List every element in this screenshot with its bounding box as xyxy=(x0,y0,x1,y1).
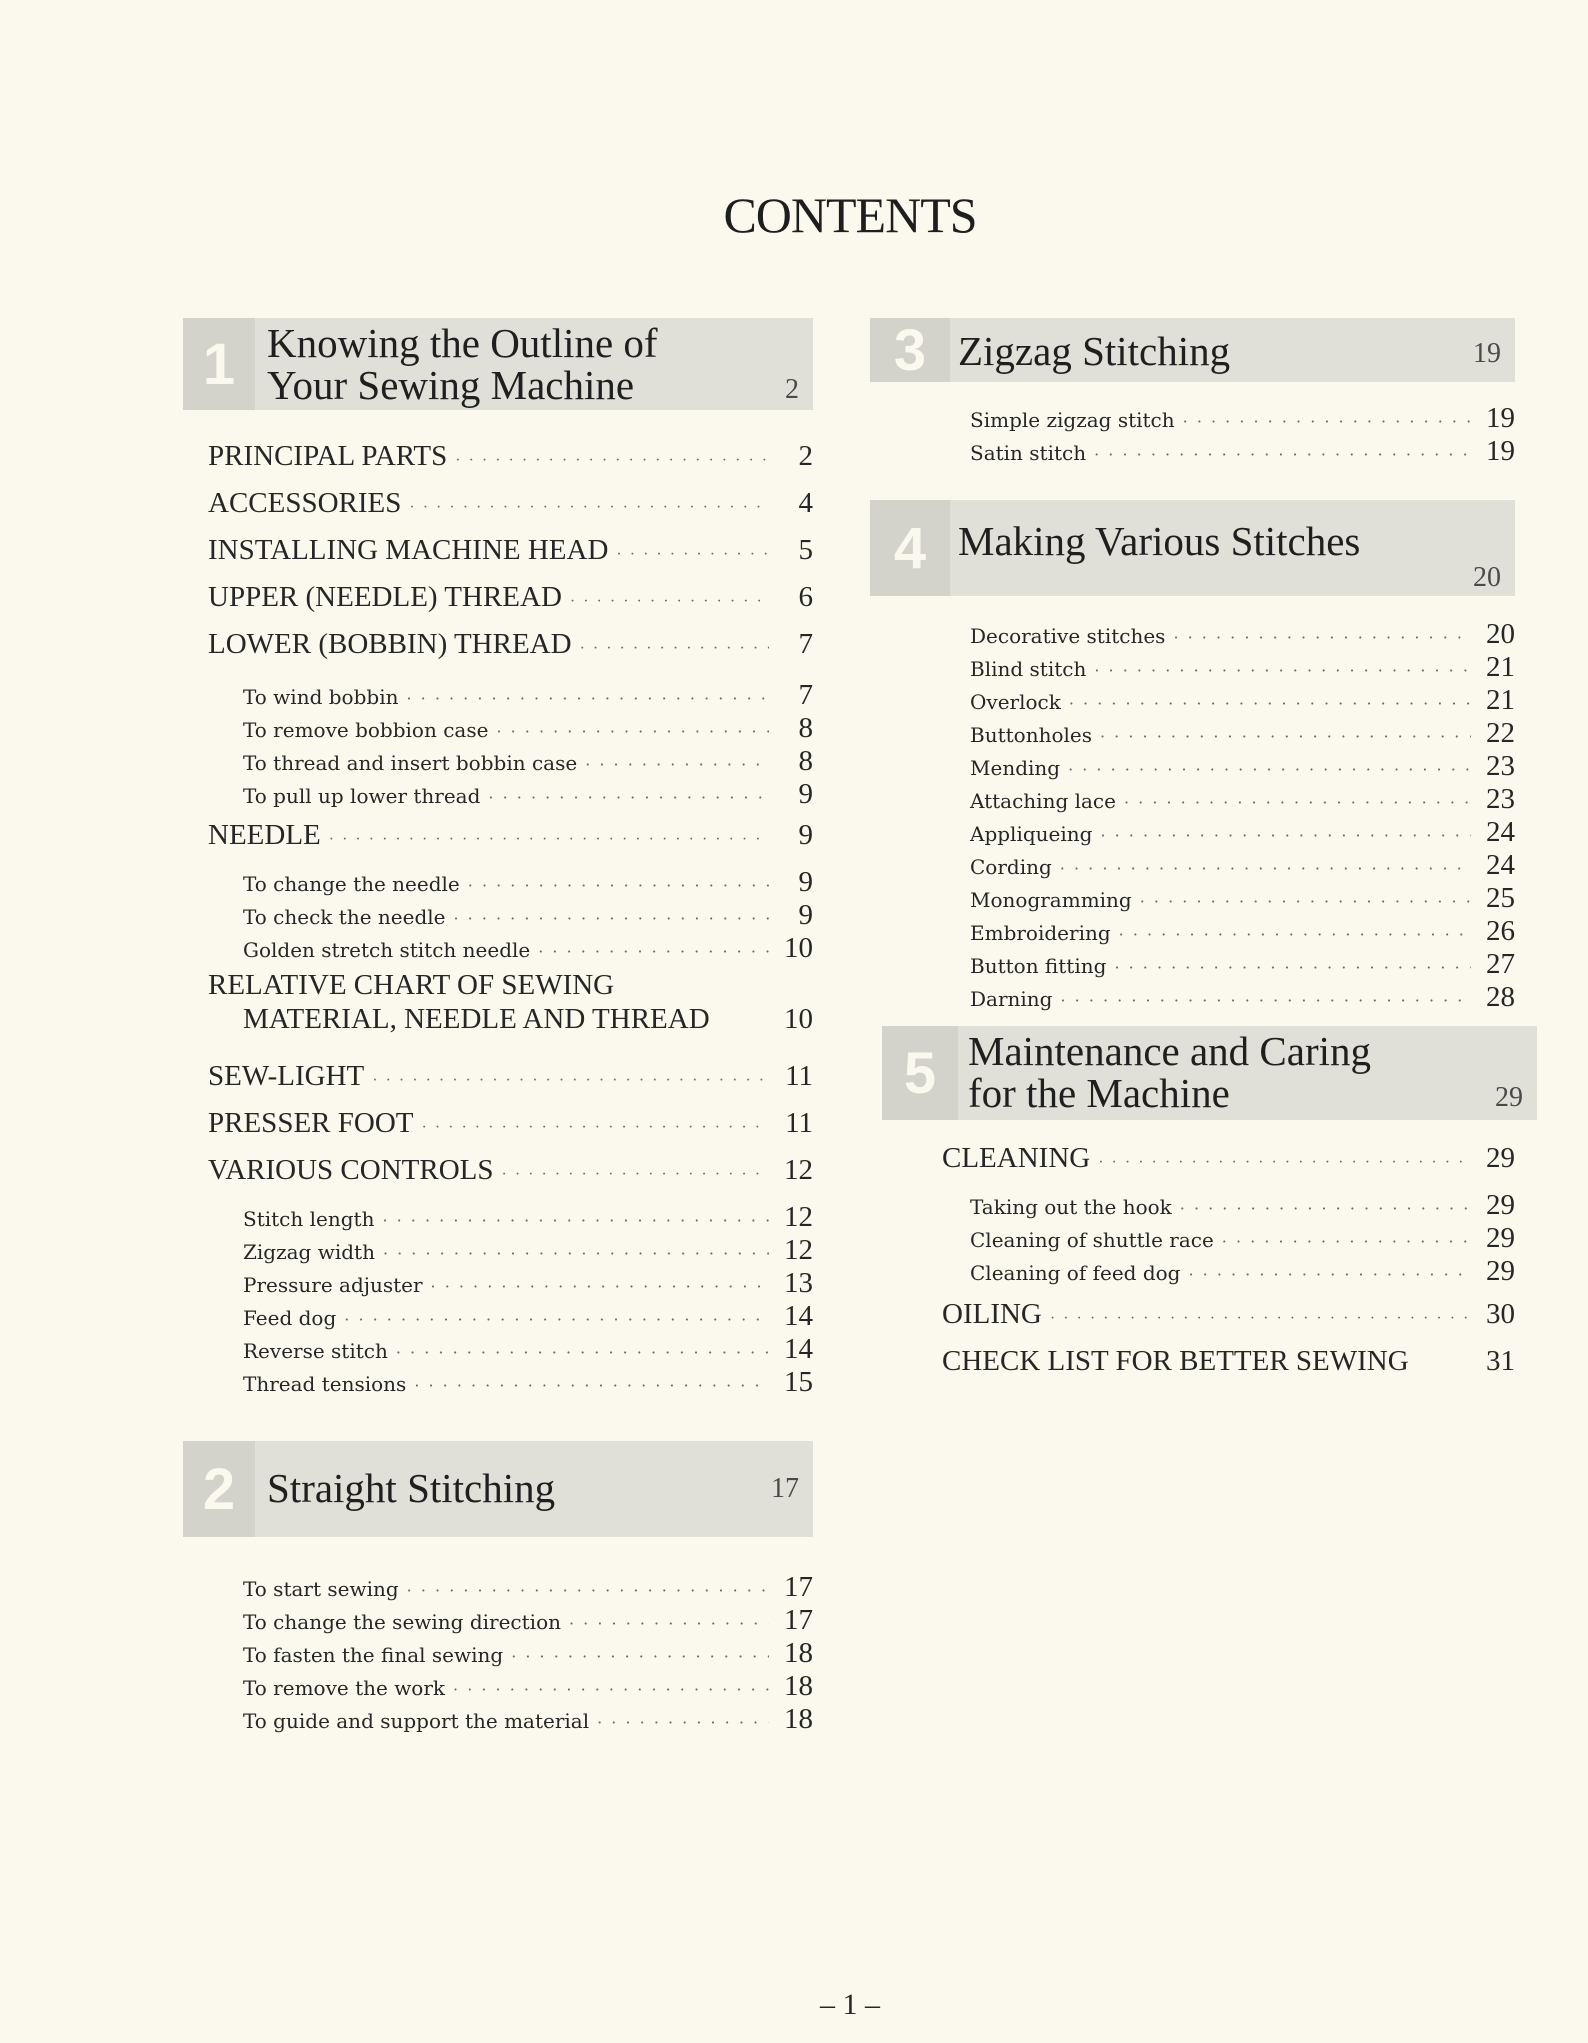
dot-leader xyxy=(1100,826,1471,845)
toc-page: 8 xyxy=(798,745,813,777)
toc-page: 2 xyxy=(798,440,813,472)
dot-leader xyxy=(383,1244,769,1263)
toc-subentry[interactable] xyxy=(870,684,1515,717)
toc-page: 29 xyxy=(1486,1142,1515,1174)
toc-label: Stitch length xyxy=(243,1207,375,1231)
toc-label: Appliqueing xyxy=(970,822,1093,846)
toc-entry[interactable] xyxy=(183,1154,813,1201)
toc-label: RELATIVE CHART OF SEWING xyxy=(208,969,615,1001)
dot-leader xyxy=(409,499,769,517)
toc-page: 13 xyxy=(784,1267,813,1299)
toc-label: Overlock xyxy=(970,690,1061,714)
toc-entry[interactable] xyxy=(183,487,813,534)
toc-page: 9 xyxy=(798,866,813,898)
toc-entry[interactable] xyxy=(183,969,813,1003)
toc-label: To thread and insert bobbin case xyxy=(243,751,578,775)
dot-leader xyxy=(1140,892,1471,911)
section-page: 29 xyxy=(1495,1082,1523,1113)
toc-subentry[interactable] xyxy=(870,882,1515,915)
dot-leader xyxy=(1100,727,1471,746)
toc-label: Embroidering xyxy=(970,921,1111,945)
toc-label: VARIOUS CONTROLS xyxy=(208,1154,494,1186)
toc-page: 9 xyxy=(798,899,813,931)
dot-leader xyxy=(468,876,769,895)
dot-leader xyxy=(1173,628,1471,647)
section-1-banner[interactable] xyxy=(183,318,813,410)
section-4-banner[interactable] xyxy=(870,500,1515,596)
toc-subentry[interactable] xyxy=(183,1234,813,1267)
toc-label: Darning xyxy=(970,987,1053,1011)
toc-subentry[interactable] xyxy=(183,1300,813,1333)
toc-label: To remove the work xyxy=(243,1676,446,1700)
toc-subentry[interactable] xyxy=(870,435,1515,468)
toc-label: Mending xyxy=(970,756,1061,780)
toc-page: 21 xyxy=(1486,684,1515,716)
toc-page: 19 xyxy=(1486,435,1515,467)
toc-page: 31 xyxy=(1486,1345,1515,1377)
dot-leader xyxy=(488,788,769,807)
toc-page: 11 xyxy=(785,1060,813,1092)
dot-leader xyxy=(453,909,769,928)
dot-leader xyxy=(382,1211,769,1230)
toc-label: CLEANING xyxy=(942,1142,1091,1174)
toc-label: To guide and support the material xyxy=(243,1709,590,1733)
dot-leader xyxy=(1060,991,1471,1010)
toc-page: 18 xyxy=(784,1637,813,1669)
toc-page: 18 xyxy=(784,1703,813,1735)
page-title: CONTENTS xyxy=(723,187,977,243)
dot-leader xyxy=(1124,793,1471,812)
toc-label: Thread tensions xyxy=(243,1372,407,1396)
toc-label: To pull up lower thread xyxy=(243,784,481,808)
toc-page: 5 xyxy=(798,534,813,566)
dot-leader xyxy=(501,1166,769,1184)
toc-label: Cleaning of shuttle race xyxy=(970,1228,1214,1252)
toc-label: UPPER (NEEDLE) THREAD xyxy=(208,581,562,613)
toc-page: 6 xyxy=(798,581,813,613)
dot-leader xyxy=(580,640,769,658)
toc-label: Zigzag width xyxy=(243,1240,375,1264)
section-title: Knowing the Outline of xyxy=(267,320,658,366)
dot-leader xyxy=(372,1072,769,1090)
toc-subentry[interactable] xyxy=(870,981,1515,1014)
dot-leader xyxy=(1094,661,1471,680)
right-column xyxy=(870,317,1523,1392)
toc-page: 30 xyxy=(1486,1298,1515,1330)
section-page: 19 xyxy=(1473,338,1501,369)
toc-subentry[interactable] xyxy=(183,745,813,778)
section-title: Making Various Stitches xyxy=(958,518,1361,564)
toc-subentry[interactable] xyxy=(870,717,1515,750)
left-column xyxy=(183,318,813,1736)
toc-subentry[interactable] xyxy=(183,1333,813,1366)
toc-subentry[interactable] xyxy=(870,402,1515,435)
toc-page: 23 xyxy=(1486,750,1515,782)
toc-subentry[interactable] xyxy=(183,679,813,712)
dot-leader xyxy=(496,722,769,741)
toc-label: MATERIAL, NEEDLE AND THREAD xyxy=(243,1003,710,1035)
toc-page: 27 xyxy=(1486,948,1515,980)
dot-leader xyxy=(1188,1265,1471,1284)
toc-label: To remove bobbion case xyxy=(243,718,489,742)
dot-leader xyxy=(455,452,769,470)
toc-label: Golden stretch stitch needle xyxy=(243,938,531,962)
toc-subentry[interactable] xyxy=(870,816,1515,849)
toc-entry[interactable] xyxy=(183,1107,813,1154)
toc-entry[interactable] xyxy=(183,534,813,581)
toc-subentry[interactable] xyxy=(870,750,1515,783)
toc-page: 4 xyxy=(798,487,813,519)
toc-label: To change the needle xyxy=(243,872,460,896)
dot-leader xyxy=(1060,859,1471,878)
dot-leader xyxy=(414,1376,769,1395)
toc-label: To check the needle xyxy=(243,905,446,929)
toc-page: 14 xyxy=(784,1333,813,1365)
toc-entry[interactable] xyxy=(183,440,813,487)
dot-leader xyxy=(431,1277,769,1296)
toc-page: 19 xyxy=(1486,402,1515,434)
toc-label: Button fitting xyxy=(970,954,1107,978)
toc-entry[interactable] xyxy=(870,1345,1515,1392)
toc-page: 25 xyxy=(1486,882,1515,914)
toc-label: To wind bobbin xyxy=(243,685,399,709)
toc-label: OILING xyxy=(942,1298,1042,1330)
toc-page: 29 xyxy=(1486,1189,1515,1221)
toc-entry[interactable] xyxy=(183,819,813,866)
toc-label: Reverse stitch xyxy=(243,1339,388,1363)
toc-page: 24 xyxy=(1486,816,1515,848)
toc-subentry[interactable] xyxy=(870,915,1515,948)
toc-subentry[interactable] xyxy=(870,849,1515,882)
toc-page: 29 xyxy=(1486,1222,1515,1254)
toc-entry-continuation[interactable] xyxy=(183,1003,813,1050)
toc-subentry[interactable] xyxy=(183,712,813,745)
dot-leader xyxy=(407,1581,769,1600)
section-number: 3 xyxy=(870,318,950,382)
toc-page: 10 xyxy=(784,1003,813,1035)
toc-label: PRESSER FOOT xyxy=(208,1107,414,1139)
dot-leader xyxy=(570,593,769,611)
dot-leader xyxy=(1119,925,1471,944)
toc-subentry[interactable] xyxy=(183,899,813,932)
toc-page: 7 xyxy=(798,679,813,711)
section-number: 1 xyxy=(183,318,255,410)
toc-label: SEW-LIGHT xyxy=(208,1060,365,1092)
toc-label: CHECK LIST FOR BETTER SEWING xyxy=(942,1345,1409,1377)
toc-entry[interactable] xyxy=(183,1060,813,1107)
dot-leader xyxy=(1094,445,1471,464)
dot-leader xyxy=(1069,694,1471,713)
toc-label: Satin stitch xyxy=(970,441,1087,465)
toc-subentry[interactable] xyxy=(183,1201,813,1234)
toc-subentry[interactable] xyxy=(870,1222,1515,1255)
toc-page: 17 xyxy=(784,1571,813,1603)
section-2-banner[interactable] xyxy=(183,1441,813,1537)
section-title: Maintenance and Caring xyxy=(968,1028,1372,1074)
dot-leader xyxy=(329,831,769,849)
toc-page: 29 xyxy=(1486,1255,1515,1287)
toc-page: 9 xyxy=(798,819,813,851)
toc-label: Blind stitch xyxy=(970,657,1087,681)
toc-subentry[interactable] xyxy=(183,1571,813,1604)
dot-leader xyxy=(511,1647,769,1666)
toc-subentry[interactable] xyxy=(870,948,1515,981)
toc-page: 12 xyxy=(784,1201,813,1233)
toc-page: 20 xyxy=(1486,618,1515,650)
toc-subentry[interactable] xyxy=(183,1267,813,1300)
toc-subentry[interactable] xyxy=(870,651,1515,684)
toc-subentry[interactable] xyxy=(183,1604,813,1637)
toc-entry[interactable] xyxy=(183,628,813,675)
toc-label: Pressure adjuster xyxy=(243,1273,423,1297)
section-page: 2 xyxy=(785,374,799,405)
section-5-banner[interactable] xyxy=(882,1026,1537,1120)
toc-subentry[interactable] xyxy=(870,1255,1515,1288)
toc-label: LOWER (BOBBIN) THREAD xyxy=(208,628,572,660)
section-title: for the Machine xyxy=(968,1070,1230,1116)
toc-page: 26 xyxy=(1486,915,1515,947)
dot-leader xyxy=(406,689,769,708)
toc-subentry[interactable] xyxy=(183,1366,813,1399)
toc-label: NEEDLE xyxy=(208,819,321,851)
section-page: 17 xyxy=(771,1473,799,1504)
dot-leader xyxy=(453,1680,769,1699)
section-number: 2 xyxy=(183,1441,255,1537)
toc-page: 9 xyxy=(798,778,813,810)
dot-leader xyxy=(344,1310,769,1329)
toc-label: Decorative stitches xyxy=(970,624,1166,648)
toc-page: 18 xyxy=(784,1670,813,1702)
toc-entry[interactable] xyxy=(870,1142,1515,1189)
dot-leader xyxy=(597,1713,769,1732)
toc-page: 21 xyxy=(1486,651,1515,683)
toc-label: Buttonholes xyxy=(970,723,1092,747)
section-title: Zigzag Stitching xyxy=(958,328,1231,374)
toc-page: 10 xyxy=(784,932,813,964)
toc-label: To start sewing xyxy=(243,1577,399,1601)
toc-label: Attaching lace xyxy=(970,789,1116,813)
section-title: Your Sewing Machine xyxy=(267,362,635,408)
toc-page: 11 xyxy=(785,1107,813,1139)
dot-leader xyxy=(1068,760,1471,779)
toc-page: 22 xyxy=(1486,717,1515,749)
toc-page: 8 xyxy=(798,712,813,744)
toc-subentry[interactable] xyxy=(183,1670,813,1703)
dot-leader xyxy=(396,1343,769,1362)
toc-label: ACCESSORIES xyxy=(208,487,402,519)
section-page: 20 xyxy=(1473,562,1501,593)
toc-subentry[interactable] xyxy=(183,1637,813,1670)
dot-leader xyxy=(1183,412,1471,431)
toc-label: Monogramming xyxy=(970,888,1132,912)
section-title: Straight Stitching xyxy=(267,1465,556,1511)
toc-label: Feed dog xyxy=(243,1306,337,1330)
toc-label: Cleaning of feed dog xyxy=(970,1261,1181,1285)
toc-page: 12 xyxy=(784,1154,813,1186)
toc-label: Simple zigzag stitch xyxy=(970,408,1175,432)
toc-page: 12 xyxy=(784,1234,813,1266)
dot-leader xyxy=(616,546,769,564)
toc-subentry[interactable] xyxy=(183,932,813,965)
toc-subentry[interactable] xyxy=(870,783,1515,816)
section-3-banner[interactable] xyxy=(870,318,1515,382)
page-number: – 1 – xyxy=(820,1988,880,2021)
dot-leader xyxy=(1050,1310,1471,1328)
toc-entry[interactable] xyxy=(870,1298,1515,1345)
toc-label: To change the sewing direction xyxy=(243,1610,561,1634)
dot-leader xyxy=(569,1614,769,1633)
dot-leader xyxy=(1180,1199,1471,1218)
dot-leader xyxy=(1098,1154,1471,1172)
toc-subentry[interactable] xyxy=(183,778,813,811)
toc-label: PRINCIPAL PARTS xyxy=(208,440,448,472)
toc-label: INSTALLING MACHINE HEAD xyxy=(208,534,609,566)
dot-leader xyxy=(1114,958,1471,977)
toc-page: 28 xyxy=(1486,981,1515,1013)
section-number: 4 xyxy=(870,500,950,596)
toc-subentry[interactable] xyxy=(183,866,813,899)
toc-label: Taking out the hook xyxy=(970,1195,1172,1219)
toc-page: 15 xyxy=(784,1366,813,1398)
dot-leader xyxy=(421,1119,769,1137)
toc-page: 23 xyxy=(1486,783,1515,815)
toc-entry[interactable] xyxy=(183,581,813,628)
toc-subentry[interactable] xyxy=(870,1189,1515,1222)
toc-page: 14 xyxy=(784,1300,813,1332)
dot-leader xyxy=(1222,1232,1471,1251)
section-number: 5 xyxy=(882,1026,958,1120)
toc-page: 7 xyxy=(798,628,813,660)
toc-page: 24 xyxy=(1486,849,1515,881)
toc-subentry[interactable] xyxy=(183,1703,813,1736)
toc-page: 17 xyxy=(784,1604,813,1636)
toc-label: To fasten the final sewing xyxy=(243,1643,504,1667)
toc-subentry[interactable] xyxy=(870,618,1515,651)
toc-label: Cording xyxy=(970,855,1052,879)
dot-leader xyxy=(585,755,769,774)
dot-leader xyxy=(538,942,769,961)
